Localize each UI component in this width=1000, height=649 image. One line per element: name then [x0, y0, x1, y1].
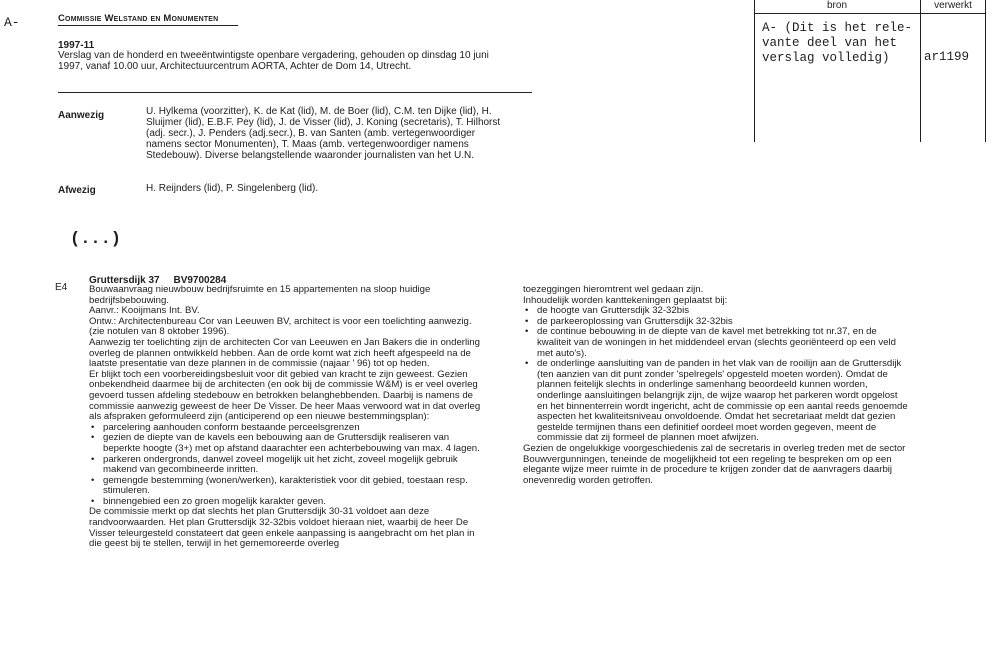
- item-paragraph: De commissie merkt op dat slechts het plan Gruttersdijk 30-31 voldoet aan deze randvoorwaarden. Het plan Gruttersdijk 32-32bis voldoet hieraan niet, waarbij de heer De Visser teleurgesteld constateert dat geen enkele aanpassing is aangebracht om het plan in die geest bij te stellen, terwijl in het gememoreerde overleg: [89, 506, 475, 550]
- report-intro: Verslag van de honderd en tweeëntwintigste openbare vergadering, gehouden op dinsdag 10 juni 1997, vanaf 10.00 uur, Architectuurcentrum AORTA, Achter de Dom 14, Utrecht.: [58, 50, 489, 72]
- report-number: 1997-11: [58, 40, 95, 51]
- header-divider: [58, 92, 532, 93]
- item-description: Bouwaanvraag nieuwbouw bedrijfsruimte en 15 appartementen na sloop huidige bedrijfsbebouwing.: [89, 284, 431, 306]
- absent-list: H. Reijnders (lid), P. Singelenberg (lid).: [146, 183, 319, 194]
- heading-underline: [58, 25, 238, 26]
- list-item: • de onderlinge aansluiting van de panden in het vlak van de rooilijn aan de Gruttersdijk (ten aanzien van dit punt zonder 'spelregels' opgesteld moeten worden). Omdat de plannen feitelijk slechts in onderlinge samenhang beoordeeld kunnen worden, onderlinge aansluitingen belangrijk zijn, de wijze waarop het parkeren wordt opgelost en het binnenterrein wordt ingericht, acht de commissie op een aantal reeds genoemde aspecten het kwaliteitsniveau onvoldoende. Omdat het secretariaat meldt dat gezien gestelde termijnen thans een definitief oordeel moet worden gegeven, meent de commissie dat zij formeel de plannen moet afwijzen.: [523, 359, 908, 444]
- organization-heading: Commissie Welstand en Monumenten: [58, 13, 219, 24]
- right-column: [523, 285, 908, 486]
- stamp-processed-header: verwerkt: [934, 0, 972, 11]
- item-paragraph: Gezien de ongelukkige voorgeschiedenis zal de secretaris in overleg treden met de sector Bouwvergunningen, teneinde de mogelijkheid tot een regeling te bespreken om op een elegante wijze meer ruimte in de procedure te krijgen zonder dat de aanvragers daarbij onevenredig worden getroffen.: [523, 442, 906, 486]
- list-item: • gemengde bestemming (wonen/werken), karakteristiek voor dit gebied, toestaan resp. stimuleren.: [89, 476, 484, 497]
- item-title: Gruttersdijk 37 BV9700284: [89, 275, 227, 286]
- agreements-list: [89, 423, 484, 508]
- item-code: E4: [55, 282, 68, 293]
- list-item: • parcelering aanhouden conform bestaande perceelsgrenzen: [89, 423, 484, 434]
- item-designer: Ontw.: Architectenbureau Cor van Leeuwen BV, architect is voor een toelichting aanwezig.: [89, 315, 472, 327]
- item-paragraph: Er blijkt toch een voorbereidingsbesluit voor dit gebied van kracht te zijn geweest. Gezien onbekendheid daarmee bij de architecten (en ook bij de commissie W&M) is er veel overleg gevoerd tussen afdeling stedebouw en betrokken belanghebbenden. Daarbij is namens de commissie aanwezig geweest de heer De Visser. De heer Maas verwoord wat in dat overleg als afspraken geformuleerd zijn (anticiperend op een nieuwe bestemmingsplan):: [89, 368, 481, 423]
- omission-ellipsis: (...): [70, 230, 122, 249]
- present-list: U. Hylkema (voorzitter), K. de Kat (lid), M. de Boer (lid), C.M. ten Dijke (lid), H. Sluijmer (lid), E.B.F. Pey (lid), J. de Visser (lid), J. Koning (secretaris), T. Hilhorst (adj. secr.), J. Penders (adj.secr.), B. van Santen (amb. vertegenwoordiger namens sector Monumenten), T. Maas (amb. vertegenwoordiger namens Stedebouw). Diverse belangstellende waaronder journalisten van het U.N.: [146, 106, 501, 161]
- stamp-source-header: bron: [826, 0, 847, 11]
- list-item: • de parkeeroplossing van Gruttersdijk 32-32bis: [523, 317, 908, 328]
- item-paragraph: Inhoudelijk worden kanttekeningen geplaatst bij:: [523, 294, 728, 306]
- left-column: [89, 285, 484, 550]
- item-paragraph: toezeggingen hieromtrent wel gedaan zijn.: [523, 284, 704, 295]
- margin-mark: A-: [4, 15, 20, 30]
- list-item: • de hoogte van Gruttersdijk 32-32bis: [523, 306, 908, 317]
- list-item: • binnengebied een zo groen mogelijk karakter geven.: [89, 497, 484, 508]
- source-stamp: [754, 0, 986, 142]
- stamp-source-note: A- (Dit is het rele-vante deel van het verslag volledig): [762, 21, 913, 65]
- item-reference: (zie notulen van 8 oktober 1996).: [89, 326, 230, 338]
- present-label: Aanwezig: [58, 110, 105, 121]
- stamp-processed-code: ar1199: [924, 50, 970, 64]
- remarks-list: [523, 306, 908, 444]
- list-item: • de continue bebouwing in de diepte van de kavel met betrekking tot nr.37, en de kwaliteit van de woningen in het middendeel ervan (slechts georiënteerd op een veld met auto's).: [523, 327, 908, 359]
- absent-label: Afwezig: [58, 185, 96, 196]
- item-applicant: Aanvr.: Kooijmans Int. BV.: [89, 305, 200, 317]
- item-paragraph: Aanwezig ter toelichting zijn de architecten Cor van Leeuwen en Jan Bakers die in onderling overleg de plannen ontwikkeld hebben. Aan de orde komt wat zich heeft afgespeeld na de laatste presentatie van deze plannen in de commissie (najaar ' 96) tot op heden.: [89, 336, 480, 370]
- list-item: • parkeren ondergronds, danwel zoveel mogelijk uit het zicht, zoveel mogelijk gebruik makend van gecombineerde inritten.: [89, 455, 484, 476]
- list-item: • gezien de diepte van de kavels een bebouwing aan de Gruttersdijk realiseren van beperkte hoogte (3+) met op afstand daarachter een achterbebouwing van max. 4 lagen.: [89, 433, 484, 454]
